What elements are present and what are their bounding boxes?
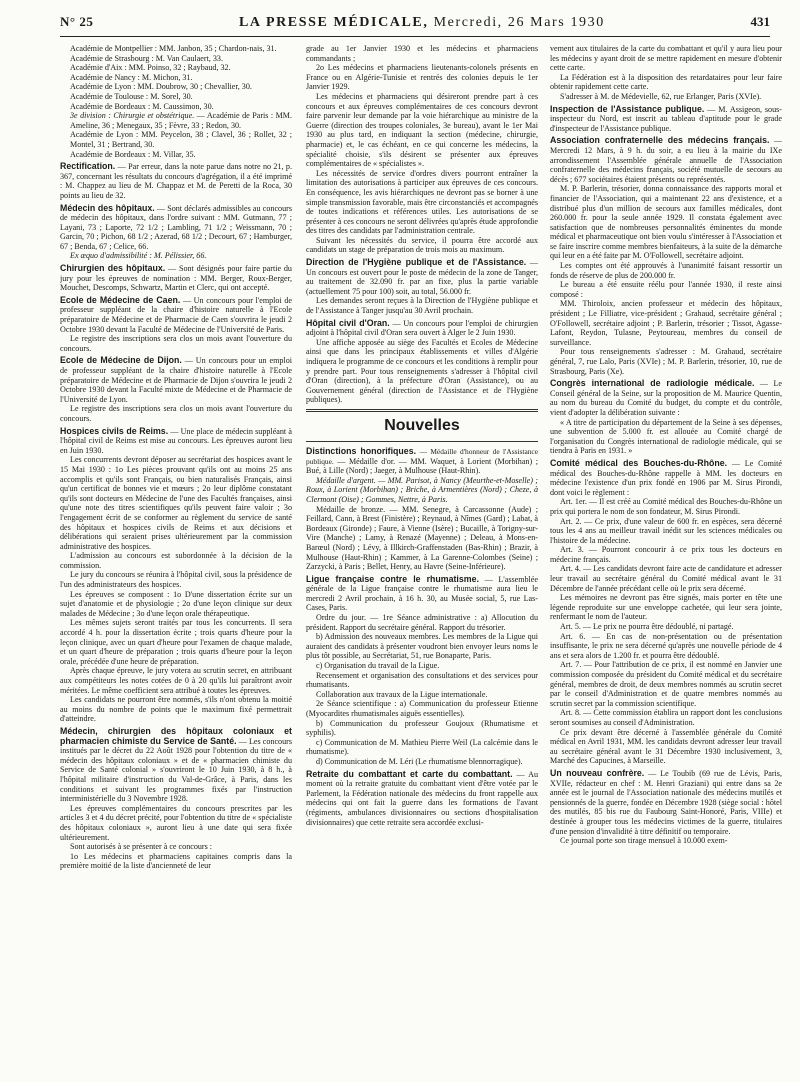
article-text: Collaboration aux travaux de la Ligue internationale.: [316, 689, 488, 699]
article-text: — Un concours pour l'emploi de professeur suppléant de la chaire d'histoire naturelle à l'Ecole préparatoire de Médecine et de Pharmacie de Caen s'ouvrira le jeudi 2 Octobre 1930 devant la Faculté de Médecine de l'Université de Paris.: [60, 295, 292, 334]
article-text: L'admission au concours est subordonnée à la décision de la commission.: [60, 551, 292, 570]
section-title: Nouvelles: [384, 416, 460, 434]
article-text: b) Communication du professeur Goujoux (Rhumatisme et syphilis).: [306, 718, 538, 738]
article-text: La Fédération est à la disposition des retardataires pour leur faire obtenir rapidement cette carte.: [550, 72, 782, 92]
article-text: Le bureau a été ensuite réélu pour l'année 1930, il reste ainsi composé :: [550, 280, 782, 299]
article-text: — M. Assigeon, sous-inspecteur du Nord, est inscrit au tableau d'aptitude pour le grade d'inspecteur de l'Assistance publique.: [550, 104, 782, 133]
article-heading: Retraite du combattant et carte du combattant.: [306, 768, 513, 779]
article-text: — Un concours pour l'emploi de chirurgien adjoint à l'hôpital civil d'Oran sera ouvert à Alger le 2 Juin 1930.: [306, 318, 538, 338]
article-ecole-dijon: [60, 356, 292, 423]
article-hopitaux-coloniaux-cont: [306, 44, 538, 255]
column-3: [550, 44, 782, 1074]
article-text: Art. 7. — Pour l'attribution de ce prix, il est nommé en Janvier une commission composée du président du Comité médical et du secrétaire général, membres de droit, de deux membres nommés au scrutin secret par le conseil d'Administration et de quatre membres nommés au scrutin secret par la commission scientifique.: [550, 660, 782, 708]
academy-entry: Académie de Montpellier : MM. Janbon, 35 ; Chardon-nais, 31.: [70, 44, 277, 53]
article-heading: Comité médical des Bouches-du-Rhône.: [550, 457, 728, 468]
article-text: c) Communication de M. Mathieu Pierre Weil (La calcémie dans le rhumatisme).: [306, 737, 538, 757]
article-association-confraternelle: [550, 136, 782, 376]
article-text: 2e Séance scientifique : a) Communication du professeur Etienne (Myocardites rhumatismales aiguës essentielles).: [306, 699, 538, 718]
article-text: c) Organisation du travail de la Ligue.: [316, 661, 440, 671]
article-text: Art. 6. — En cas de non-présentation ou de présentation insuffisante, le prix ne sera décerné qu'après une nouvelle période de 4 ans et sera alors de 1.200 fr. et pourra être dédoublé.: [550, 631, 782, 660]
article-text: — Le Toubib (69 rue de Lévis, Paris, XVIIe, rédacteur en chef : M. Henri Graziani) qui entre dans sa 2e année est le journal de l'Association nationale des médecins mutilés et pensionnés de la guerre, fondée en Décembre 1928 (siège social : hôtel des mutilés, 85 bis rue du Faubourg Saint-Honoré, Paris, VIIIe) et destinée à grouper tous les médecins victimes de la guerre, titulaires d'une pension d'invalidité à titre définitif ou temporaire.: [550, 768, 782, 836]
article-retraite-combattant: [306, 770, 538, 828]
article-text: vement aux titulaires de la carte du combattant et qu'il y aura lieu pour les médecins y ayant droit de se mettre rapidement en mesure d'obtenir cette carte.: [550, 44, 782, 73]
article-congres-radiologie: [550, 379, 782, 456]
article-text: Ordre du jour. — 1re Séance administrative : a) Allocution du président. Rapport du secrétaire général. Rapport du trésorier.: [306, 613, 538, 632]
article-text: b) Admission des nouveaux membres. Les membres de la Ligue qui auraient des candidats à présenter voudront bien envoyer leurs noms le plus tôt possible, au Secrétariat, 51, rue Bonaparte, Paris.: [306, 632, 538, 661]
article-text: Sont autorisés à se présenter à ce concours :: [70, 842, 213, 852]
issue-date: Mercredi, 26 Mars 1930: [433, 15, 605, 30]
article-text: 2o Les médecins et pharmaciens lieutenants-colonels présents en France ou en Algérie-Tunisie et rentrés des colonies depuis le 1er Janvier 1929.: [306, 63, 538, 92]
article-text: Les médecins et pharmaciens qui désireront prendre part à ces concours et aux épreuves complémentaires de ces concours devront faire parvenir leur demande par la voie hiérarchique au ministre de la Guerre (direction des troupes coloniales, 3e bureau), avant le 1er Mai 1930 au plus tard, en indiquant la section (médecine, chirurgie, pharmacie) et, le cas échéant, en ce qui concerne les médecins, la spécialité choisie, s'ils désirent se présenter aux épreuves complémentaires de « spécialistes ».: [306, 91, 538, 169]
academy-entry: Académie de Bordeaux : M. Caussimon, 30.: [70, 101, 214, 111]
issue-number: N° 25: [60, 14, 94, 29]
academy-entry: Académie de Lyon : MM. Doubrow, 30 ; Chevallier, 30.: [70, 82, 252, 92]
article-text: Art. 3. — Pourront concourir à ce prix tous les docteurs en médecine français.: [550, 545, 782, 564]
article-comite-bouches-du-rhone: [550, 459, 782, 766]
article-text: — Les concours institués par le décret du 22 Août 1928 pour l'obtention du titre de « médecin des hôpitaux coloniaux » et de « pharmacien chimiste du Service de Santé colonial » s'ouvriront le 10 Juin 1930, à 8 h., à l'hôpital militaire d'instruction du Val-de-Grâce, à Paris, dans les conditions et suivant les programmes fixés par l'instruction interministérielle du 3 Novembre 1928.: [60, 736, 292, 804]
article-text: grade au 1er Janvier 1930 et les médecins et pharmaciens commandants ;: [306, 44, 538, 63]
article-text: Les nécessités de service d'ordres divers pourront entraîner la limitation des autorisations à participer aux épreuves de ces concours. En conséquence, les avis hiérarchiques ne devront pas se borner à une simple transmission favorable, mais être circonstanciés et accompagnés de toutes indications et références utiles. Les autorisations de se présenter à ces concours ne seront délivrées qu'après étude approfondie des titres des candidats par l'administration centrale.: [306, 168, 538, 236]
article-medecin-hopitaux: [60, 204, 292, 262]
article-heading: Congrès international de radiologie médicale.: [550, 378, 755, 389]
article-text: Ex æquo d'admissibilité : M. Pélissier, 66.: [70, 251, 207, 261]
article-rectification: [60, 162, 292, 200]
article-text: Suivant les nécessités du service, il pourra être accordé aux candidats un stage de préparation de trois mois au maximum.: [306, 235, 538, 255]
article-text: Art. 4. — Les candidats devront faire acte de candidature et adresser leur travail au secrétaire général du Comité médical avant le 31 Décembre de l'année précédant celle où le prix sera décerné.: [550, 564, 782, 593]
page-number: 431: [750, 14, 770, 29]
masthead-title: [239, 15, 605, 31]
academy-entry: Académie de Bordeaux : M. Villar, 35.: [70, 149, 196, 159]
article-text: — Le Conseil général de la Seine, sur la proposition de M. Maurice Quentin, au nom du bureau du Comité du budget, du compte et du contrôle, vient d'adopter la délibération suivante :: [550, 379, 782, 417]
article-text: MM. Thiroloix, ancien professeur et médecin des hôpitaux, président ; Le Filliatre, vice-président ; Grahaud, secrétaire général ; O'Followell, secrétaire adjoint ; P. Barlerin, trésorier ; Tissot, Agasse-Lafont, Reydon, Tulasne, Peytoureau, membres du conseil de surveillance.: [550, 299, 782, 347]
division-entry: [60, 111, 292, 130]
article-text: Pour tous renseignements s'adresser : M. Grahaud, secrétaire général, 7, rue Lalo, Paris (XVIe) ; M. P. Barlerin, trésorier, 10, rue de Strasbourg, Paris (Xe).: [550, 347, 782, 376]
article-ecole-caen: [60, 296, 292, 354]
article-text: Ce prix devant être décerné à l'assemblée générale du Comité médical en Avril 1931, MM. les candidats devront adresser leur travail au secrétaire général avant le 31 Décembre 1930 inclusivement, 3, Marché des Capucines, à Marseille.: [550, 727, 782, 766]
article-text: — Par erreur, dans la note parue dans notre no 21, p. 367, concernant les résultats du concours d'agrégation, il a été imprimé : M. Chappez au lieu de M. Chappaz et M. de Peretti de la Roca, 30 points au lieu de 32.: [60, 162, 292, 200]
article-text: Une affiche apposée au siège des Facultés et Ecoles de Médecine ainsi que dans les principaux établissements et villes d'Algérie indiquera le programme de ce concours et les conditions à remplir pour y prendre part. Pour tous renseignements s'adresser à l'hôpital civil d'Oran (direction), à la préfecture d'Oran (Assistance), ou au Gouvernement général (direction de l'Assistance et de l'Hygiène publiques).: [306, 337, 538, 405]
division-label: 3e division : Chirurgie et obstétrique.: [70, 111, 195, 121]
academy-entry: Académie de Toulouse : M. Sorel, 30.: [70, 91, 193, 101]
article-text: d) Communication de M. Léri (Le rhumatisme blennorragique).: [316, 756, 523, 766]
article-heading: Un nouveau confrère.: [550, 767, 645, 778]
article-text: Les candidats ne pourront être nommés, s'ils n'ont obtenu la moitié au moins du nombre de points que le maximum fixé permettrait d'atteindre.: [60, 695, 292, 724]
article-text: Art. 5. — Le prix ne pourra être dédoublé, ni partagé.: [560, 622, 734, 632]
article-hospices-reims: [60, 427, 292, 724]
article-heading: Hospices civils de Reims.: [60, 425, 169, 436]
article-text: Art. 8. — Cette commission établira un rapport dont les conclusions seront soumises au conseil d'Administration.: [550, 708, 782, 727]
article-heading: Inspection de l'Assistance publique.: [550, 103, 705, 114]
article-text: — Sont déclarés admissibles au concours de médecin des hôpitaux, dans l'ordre suivant : MM. Gutmann, 77 ; Layani, 73 ; Laporte, 72 1/2 ; Lambling, 71 1/2 ; Weissmann, 70 ; Garcin, 70 ; Pichon, 68 1/2 ; Azerad, 68 1/2 ; Decourt, 67 ; Hamburger, 67 ; Benda, 67 ; Celice, 66.: [60, 203, 292, 251]
article-ligue-rhumatisme: [306, 575, 538, 767]
academy-entry: Académie de Nancy : M. Michon, 31.: [70, 72, 193, 82]
article-text: Les demandes seront reçues à la Direction de l'Hygiène publique et de l'Assistance à Tanger jusqu'au 30 Avril prochain.: [306, 296, 538, 316]
article-hopitaux-coloniaux: [60, 727, 292, 871]
article-inspection-assistance: [550, 105, 782, 134]
article-heading: Chirurgien des hôpitaux.: [60, 263, 166, 274]
article-text: Recensement et organisation des consultations et des services pour rhumatisants.: [306, 670, 538, 690]
academy-entry: Académie d'Aix : MM. Poinso, 32 ; Raybaud, 32.: [70, 63, 231, 73]
article-text: — Médaille d'or. — MM. Waquet, à Lorient (Morbihan) ; Bué, à Lille (Nord) ; Jaeger, à Mulhouse (Haut-Rhin).: [306, 456, 538, 476]
academy-entry: Académie de Lyon : MM. Peycelon, 38 ; Clavel, 36 ; Rollet, 32 ; Montel, 31 ; Bertrand, 30.: [70, 130, 292, 149]
article-text: S'adresser à M. de Médevielle, 62, rue Erlanger, Paris (XVIe).: [560, 91, 762, 101]
article-text: Les épreuves se composent : 1o D'une dissertation écrite sur un sujet d'anatomie et de physiologie ; 2o d'une leçon clinique sur deux malades de Médecine ; 3o d'une leçon orale thérapeutique.: [60, 589, 292, 618]
article-text: Médaille de bronze. — MM. Senegre, à Carcassonne (Aude) ; Feillard, Cann, à Brest (Finistère) ; Reynaud, à Nîmes (Gard) ; Labat, à Bordeaux (Gironde) ; Faure, à Vienne (Isère) ; Bucaille, à Torigny-sur-Vire (Manche) ; Lamy, à Renazé (Mayenne) ; Deleau, à Mons-en-Barœul (Nord) ; Lévy, à Illkirch-Graffenstaden (Bas-Rhin) ; Brazir, à Mulhouse (Haut-Rhin) ; Kammer, à La Garenne-Colombes (Seine) ; Zarzycki, à Paris ; Bellet, Henry, au Havre (Seine-Inférieure).: [306, 504, 538, 572]
article-heading: Ecole de Médecine de Caen.: [60, 294, 181, 305]
article-text: Art. 1er. — Il est créé au Comité médical des Bouches-du-Rhône un prix qui portera le nom de son fondateur, M. Sirus Pirondi.: [550, 497, 782, 516]
article-text: Les comptes ont été approuvés à l'unanimité faisant ressortir un fonds de réserve de plus de 200.000 fr.: [550, 261, 782, 280]
article-text: Après chaque épreuve, le jury votera au scrutin secret, en attribuant aux compétiteurs les notes cotées de 0 à 20 qu'ils lui paraîtront avoir méritées. Le même coefficient sera attribué à toutes les épreuves.: [60, 666, 292, 695]
article-text: — Mercredi 12 Mars, à 9 h. du soir, a eu lieu à la mairie du IXe arrondissement l'Assemblée générale annuelle de l'Association confraternelle des médecins français, société mutuelle de secours au décès ; 677 sociétaires étaient présents ou représentés.: [550, 136, 782, 184]
article-heading: Hôpital civil d'Oran.: [306, 317, 390, 328]
academy-entry: Académie de Strasbourg : M. Van Caulaert, 33.: [70, 53, 223, 63]
paper-name: LA PRESSE MÉDICALE,: [238, 15, 429, 30]
article-text: « A titre de participation du département de la Seine à ses dépenses, une subvention de 5.000 fr. est allouée au Comité chargé de l'organisation du Congrès international de radiologie médicale, qui se tiendra à Paris en 1931. »: [550, 417, 782, 456]
article-text: Le jury du concours se réunira à l'hôpital civil, sous la présidence de l'un des administrateurs des hospices.: [60, 570, 292, 590]
article-retraite-combattant-cont: [550, 44, 782, 102]
article-hopital-oran: [306, 319, 538, 405]
article-hygiene-publique: [306, 258, 538, 316]
article-text: — L'assemblée générale de la Ligue française contre le rhumatisme aura lieu le mercredi 2 Avril prochain, à 16 h. 30, au Musée social, 5, rue Las-Cases, Paris.: [306, 574, 538, 613]
article-chirurgien-hopitaux: [60, 264, 292, 293]
article-text: 1o Les médecins et pharmaciens capitaines compris dans la première moitié de la liste d'ancienneté de leur: [60, 851, 292, 871]
article-text: Les mêmes sujets seront traités par tous les concurrents. Il sera accordé 4 h. pour la dissertation écrite ; trois quarts d'heure pour la leçon clinique, avec un quart d'heure pour l'examen de chaque malade, et un quart d'heure de préparation ; trois quarts d'heure pour la leçon orale, précédée d'une heure de préparation.: [60, 618, 292, 666]
article-heading: Distinctions honorifiques.: [306, 445, 417, 456]
article-subheading: — Médaille d'honneur de l'Assistance publique.: [306, 446, 538, 466]
article-distinctions: [306, 447, 538, 572]
article-text: Les épreuves complémentaires du concours prescrites par les articles 3 et 4 du décret précité, pour l'obtention du titre de « spécialiste des hôpitaux coloniaux », auront lieu à une date qui sera fixée ultérieurement.: [60, 803, 292, 842]
division-text: — Académie de Paris : MM. Ameline, 36 ; Menegaux, 35 ; Fèvre, 33 ; Redon, 30.: [70, 111, 292, 130]
article-text: — Le Comité médical des Bouches-du-Rhône rappelle à MM. les docteurs en médecine l'existence d'un prix fondé en 1906 par M. Sirus Pirondi, dont voici le règlement :: [550, 458, 782, 497]
article-heading: Ligue française contre le rhumatisme.: [306, 573, 479, 584]
section-rule: [306, 441, 538, 442]
article-text: Le registre des inscriptions sera clos un mois avant l'ouverture du concours.: [60, 404, 292, 423]
masthead: [60, 14, 770, 36]
article-text: M. P. Barlerin, trésorier, donna connaissance des rapports moral et financier de l'Association, qui a maintenant 22 ans d'existence, et a distribué plus d'un million de secours aux familles médicales, dont 260.000 fr. pour la seule année 1929. Il constata également avec satisfaction que de nombreuses personnalités éminentes du monde médical et pharmaceutique ont bien voulu s'intéresser à l'Association et se faire inscrire comme membres bienfaiteurs, à la suite de la démarche qui leur en a été faite par M. O'Followell, secrétaire adjoint.: [550, 184, 782, 261]
article-text: Les concurrents devront déposer au secrétariat des hospices avant le 15 Mai 1930 : 1o Les pièces prouvant qu'ils ont au moins 25 ans accomplis et qu'ils sont Français, ou bien naturalisés Français, ainsi qu'un certificat de bonnes vie et mœurs ; 2o leur diplôme constatant qu'ils sont docteurs en Médecine de l'une des Facultés françaises, ainsi qu'une note des titres scientifiques qu'ils peuvent faire valoir ; 3o l'engagement écrit de se conformer au règlement du service de santé des hôpitaux et hospices civils de Reims et aux décisions et délibérations qui seraient prises ultérieurement par la commission administrative des hospices.: [60, 455, 292, 551]
article-text: — Au moment où la retraite gratuite du combattant vient d'être votée par le Parlement, la Fédération nationale des médecins du front rappelle aux médecins qui ont fait la guerre dans les formations de l'avant (régiments, ambulances divisionnaires ou sections d'hospitalisation divisionnaires) que cette retraite sera accordée exclusi-: [306, 769, 538, 827]
article-text: Ce journal porte son tirage mensuel à 10.000 exem-: [560, 836, 728, 846]
section-rule: [306, 409, 538, 412]
article-heading: Association confraternelle des médecins français.: [550, 135, 770, 146]
article-text: Les mémoires ne devront pas être signés, mais porter en tête une légende reproduite sur une enveloppe cachetée, qui leur sera jointe, renfermant le nom de l'auteur.: [550, 593, 782, 622]
column-2: [306, 44, 538, 1074]
masthead-rule: [60, 36, 770, 37]
article-nouveau-confrere: [550, 769, 782, 846]
article-text: Médaille d'argent. — MM. Parisot, à Nancy (Meurthe-et-Moselle) ; Roux, à Lorient (Morbihan) ; Briche, à Armentières (Nord) ; Cheze, à Clermont (Oise) ; Gommes, Nettre, à Paris.: [306, 475, 538, 504]
article-text: — Un concours est ouvert pour le poste de médecin de la zone de Tanger, au traitement de 32.090 fr. par an fixe, plus la partie variable (actuellement 75 pour 100) soit, au total, 56.000 fr.: [306, 258, 538, 296]
article-text: — Un concours pour un emploi de professeur suppléant de la chaire d'histoire naturelle à l'Ecole préparatoire de Médecine et de Pharmacie de Dijon s'ouvrira le jeudi 2 Octobre 1930 devant la Faculté mixte de Médecine et de Pharmacie de l'Université de Lyon.: [60, 356, 292, 404]
column-1: [60, 44, 292, 1074]
article-heading: Médecin, chirurgien des hôpitaux coloniaux et pharmacien chimiste du Service de Santé.: [60, 725, 292, 746]
article-text: Le registre des inscriptions sera clos un mois avant l'ouverture du concours.: [60, 334, 292, 353]
article-heading: Ecole de Médecine de Dijon.: [60, 355, 182, 366]
academies-list-1: [60, 44, 292, 159]
article-heading: Direction de l'Hygiène publique et de l'Assistance.: [306, 257, 527, 268]
article-heading: Rectification.: [60, 161, 116, 172]
article-text: — Sont désignés pour faire partie du jury pour les épreuves de nomination : MM. Berger, Roux-Berger, Mouchet, Descomps, Schwartz, Martin et Clerc, qui ont accepté.: [60, 264, 292, 293]
article-text: — Une place de médecin suppléant à l'hôpital civil de Reims est mise au concours. Les épreuves auront lieu en Juin 1930.: [60, 426, 292, 455]
article-heading: Médecin des hôpitaux.: [60, 202, 155, 213]
article-text: Art. 2. — Ce prix, d'une valeur de 600 fr. en espèces, sera décerné tous les 4 ans au meilleur travail inédit sur les sciences médicales ou l'histoire de la médecine.: [550, 516, 782, 545]
